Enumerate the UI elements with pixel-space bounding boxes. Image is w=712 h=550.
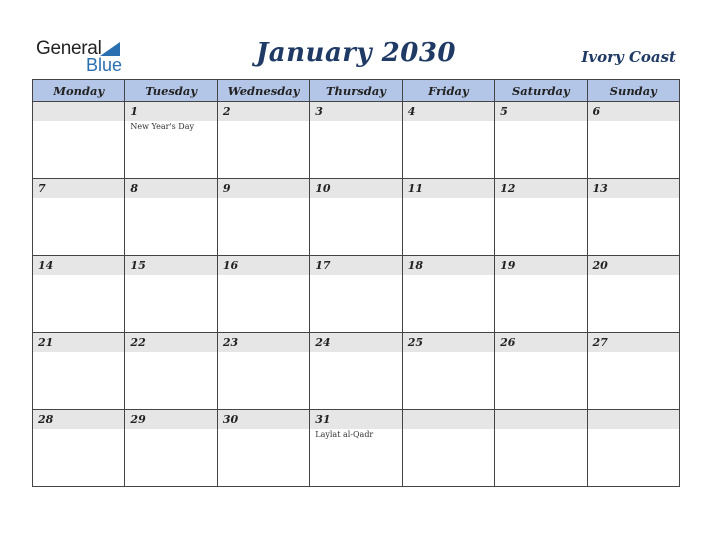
day-cell [495,410,587,487]
day-number: 4 [407,105,416,118]
day-cell [587,256,679,333]
day-number: 26 [500,336,516,349]
day-cell [587,410,679,487]
day-header-bar [125,179,216,198]
day-header-bar [310,256,401,275]
day-number: 3 [315,105,323,118]
day-header-bar [33,102,124,121]
day-header-bar [125,410,216,429]
day-number: 14 [38,259,54,272]
day-header-bar [218,256,309,275]
day-cell [310,179,402,256]
day-header-bar [310,410,401,429]
day-number: 31 [315,413,331,426]
day-header-bar [310,333,401,352]
weekday-header: Wednesday [217,80,309,102]
day-header-bar [495,256,586,275]
logo-text-blue: Blue [86,55,123,75]
day-cell [310,333,402,410]
day-header-bar [125,256,216,275]
day-cell [587,333,679,410]
day-header-bar [125,333,216,352]
weekday-header: Friday [402,80,494,102]
calendar-title: January 2030 [255,38,457,68]
day-cell [587,179,679,256]
day-header-bar [495,410,586,429]
day-header-bar [33,256,124,275]
day-header-bar [403,333,494,352]
day-cell [217,333,309,410]
day-header-bar [218,179,309,198]
day-cell [125,256,217,333]
day-cell [310,256,402,333]
day-header-bar [403,179,494,198]
weekday-header: Monday [33,80,125,102]
country-name: Ivory Coast [581,48,676,66]
day-number: 8 [130,182,139,195]
day-header-bar [33,333,124,352]
day-cell [33,179,125,256]
day-cell [402,102,494,179]
day-cell [125,333,217,410]
day-header-bar [403,102,494,121]
day-cell [587,102,679,179]
day-header-bar [495,102,586,121]
day-header-bar [588,410,679,429]
day-header-bar [310,102,401,121]
day-number: 13 [592,182,608,195]
day-number: 16 [222,259,239,272]
day-number: 29 [130,413,146,426]
day-cell [125,410,217,487]
day-number: 20 [592,259,608,272]
day-number: 9 [222,182,231,195]
day-header-bar [125,102,216,121]
day-header-bar [588,333,679,352]
day-number: 10 [315,182,331,195]
day-cell [402,256,494,333]
logo-text-general: General [36,38,102,59]
day-header-bar [33,410,124,429]
day-cell [402,410,494,487]
holiday-label: Laylat al-Qadr [315,430,374,439]
day-header-bar [218,410,309,429]
day-header-bar [588,102,679,121]
day-cell [217,256,309,333]
day-number: 1 [130,105,139,118]
day-header-bar [403,410,494,429]
day-number: 22 [130,336,146,349]
weekday-header: Thursday [310,80,402,102]
calendar-grid [32,79,680,487]
day-cell [495,179,587,256]
day-number: 25 [407,336,423,349]
day-cell [310,102,402,179]
day-cell [33,410,125,487]
day-cell [33,333,125,410]
day-header-bar [33,179,124,198]
day-number: 21 [38,336,54,349]
week-row [33,102,680,179]
day-number: 30 [222,413,239,426]
day-cell [402,333,494,410]
day-header-bar [218,333,309,352]
weekday-header: Sunday [587,80,679,102]
day-header-bar [218,102,309,121]
weekday-header-row [33,80,680,102]
day-cell [33,256,125,333]
day-cell [495,102,587,179]
day-cell [125,102,217,179]
weekday-header: Saturday [495,80,587,102]
week-row [33,333,680,410]
day-number: 19 [500,259,516,272]
day-header-bar [495,179,586,198]
week-row [33,256,680,333]
day-number: 28 [38,413,54,426]
day-number: 27 [592,336,608,349]
day-number: 12 [500,182,516,195]
day-cell [33,102,125,179]
day-cell [402,179,494,256]
day-number: 5 [500,105,508,118]
day-cell [217,102,309,179]
day-cell [310,410,402,487]
day-cell [217,179,309,256]
day-number: 2 [222,105,231,118]
day-cell [125,179,217,256]
day-header-bar [310,179,401,198]
day-header-bar [588,256,679,275]
day-number: 23 [222,336,239,349]
weekday-header: Tuesday [125,80,217,102]
day-number: 7 [38,182,46,195]
day-header-bar [403,256,494,275]
day-number: 6 [592,105,601,118]
day-number: 11 [407,182,423,195]
week-row [33,179,680,256]
day-number: 17 [315,259,331,272]
day-number: 15 [130,259,146,272]
day-cell [495,256,587,333]
holiday-label: New Year's Day [130,122,195,131]
day-header-bar [495,333,586,352]
day-number: 24 [315,336,331,349]
day-cell [217,410,309,487]
week-row [33,410,680,487]
day-header-bar [588,179,679,198]
day-cell [495,333,587,410]
day-number: 18 [407,259,423,272]
